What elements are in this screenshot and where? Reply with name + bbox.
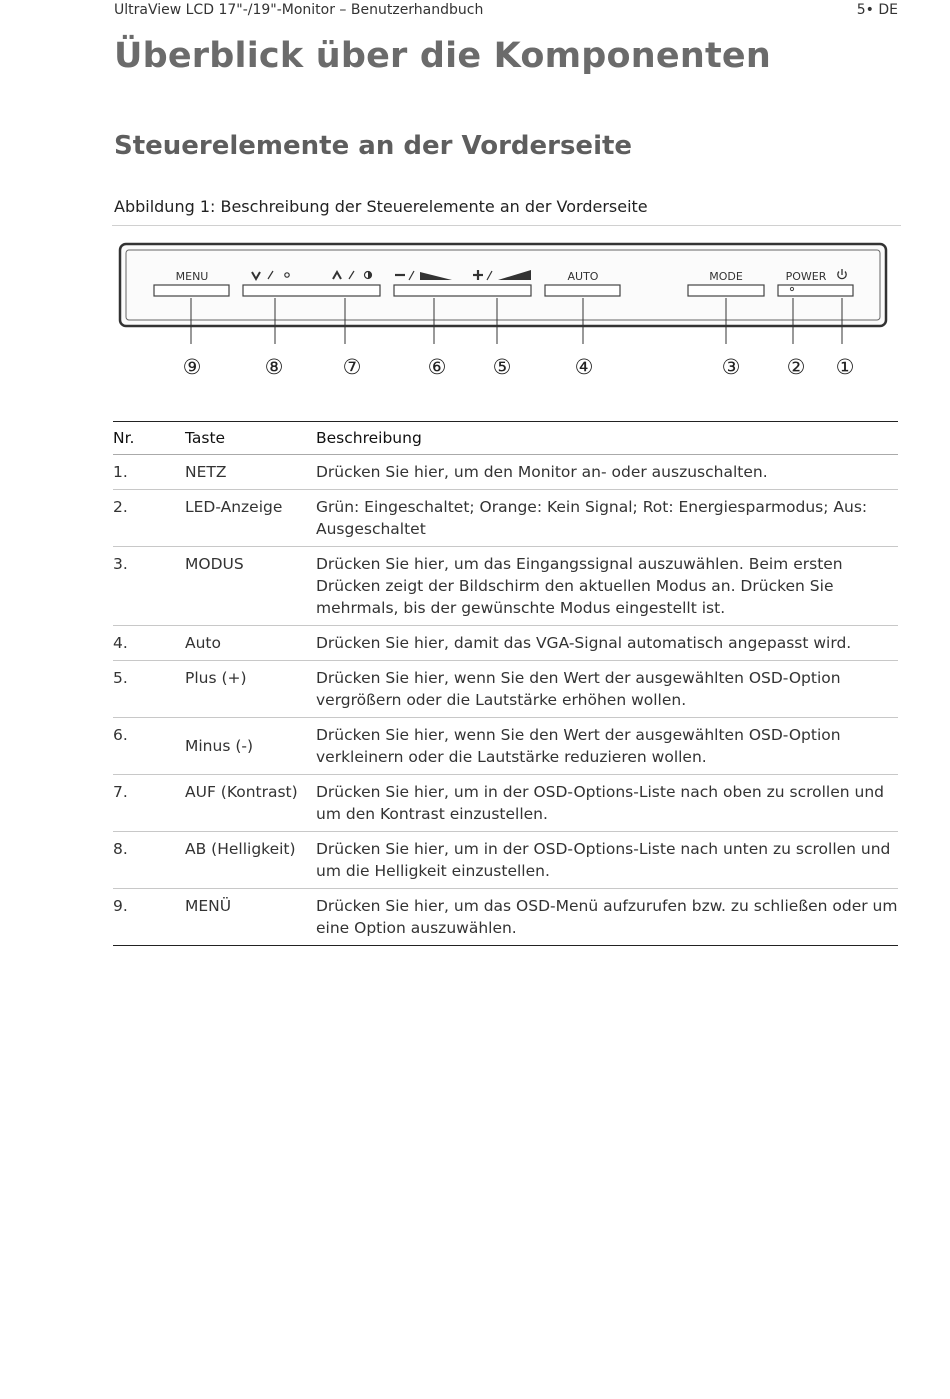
table-row [113, 718, 898, 775]
table-row [113, 775, 898, 832]
front-panel-figure [112, 236, 900, 386]
page-header [114, 2, 898, 18]
row-key: AB (Helligkeit) [185, 832, 316, 889]
callout-3: ③ [721, 355, 741, 379]
mode-button [688, 285, 764, 296]
row-number: 2. [113, 490, 185, 547]
callout-2: ② [786, 355, 806, 379]
minus-volume-button [394, 285, 531, 296]
table-row [113, 547, 898, 626]
row-key: AUF (Kontrast) [185, 775, 316, 832]
controls-table [113, 421, 898, 946]
callout-6: ⑥ [427, 355, 447, 379]
row-number: 9. [113, 889, 185, 946]
power-button [778, 285, 853, 296]
page-title: Überblick über die Komponenten [114, 36, 771, 76]
header-nr: Nr. [113, 422, 185, 455]
row-number: 6. [113, 718, 185, 775]
row-description: Drücken Sie hier, wenn Sie den Wert der ausgewählten OSD-Option verkleinern oder die Lautstärke reduzieren wollen. [316, 718, 898, 775]
table-row [113, 832, 898, 889]
row-number: 7. [113, 775, 185, 832]
header-page-number: 5• DE [856, 2, 898, 18]
table-row [113, 490, 898, 547]
row-key: Auto [185, 626, 316, 661]
row-number: 3. [113, 547, 185, 626]
row-key: Plus (+) [185, 661, 316, 718]
row-description: Drücken Sie hier, um das OSD-Menü aufzurufen bzw. zu schließen oder um eine Option auszuwählen. [316, 889, 898, 946]
table-row [113, 455, 898, 490]
power-label: POWER [785, 270, 827, 283]
row-key: MENÜ [185, 889, 316, 946]
row-description: Drücken Sie hier, um das Eingangssignal auszuwählen. Beim ersten Drücken zeigt der Bildschirm den aktuellen Modus an. Drücken Sie mehrmals, bis der gewünschte Modus eingestellt ist. [316, 547, 898, 626]
section-title: Steuerelemente an der Vorderseite [114, 131, 633, 161]
callout-7: ⑦ [342, 355, 362, 379]
table-row [113, 626, 898, 661]
row-description: Drücken Sie hier, um den Monitor an- oder auszuschalten. [316, 455, 898, 490]
figure-caption: Abbildung 1: Beschreibung der Steuerelemente an der Vorderseite [114, 197, 648, 216]
row-number: 1. [113, 455, 185, 490]
front-panel-diagram [112, 236, 900, 386]
row-number: 5. [113, 661, 185, 718]
header-document-title: UltraView LCD 17"-/19"-Monitor – Benutzerhandbuch [114, 2, 484, 18]
callout-5: ⑤ [492, 355, 512, 379]
header-key: Taste [185, 422, 316, 455]
caption-divider [112, 225, 901, 226]
row-number: 8. [113, 832, 185, 889]
mode-label: MODE [709, 270, 743, 283]
down-brightness-button [243, 285, 380, 296]
menu-button [154, 285, 229, 296]
row-description: Drücken Sie hier, damit das VGA-Signal automatisch angepasst wird. [316, 626, 898, 661]
row-key: Minus (-) [185, 718, 316, 775]
row-description: Drücken Sie hier, wenn Sie den Wert der ausgewählten OSD-Option vergrößern oder die Lautstärke erhöhen wollen. [316, 661, 898, 718]
row-description: Grün: Eingeschaltet; Orange: Kein Signal; Rot: Energiesparmodus; Aus: Ausgeschaltet [316, 490, 898, 547]
callout-4: ④ [574, 355, 594, 379]
auto-button [545, 285, 620, 296]
table-row [113, 661, 898, 718]
callout-8: ⑧ [264, 355, 284, 379]
row-key: MODUS [185, 547, 316, 626]
row-description: Drücken Sie hier, um in der OSD-Options-Liste nach unten zu scrollen und um die Helligkeit einzustellen. [316, 832, 898, 889]
header-description: Beschreibung [316, 422, 898, 455]
row-number: 4. [113, 626, 185, 661]
menu-label: MENU [175, 270, 209, 283]
row-key: NETZ [185, 455, 316, 490]
auto-label: AUTO [567, 270, 599, 283]
callout-1: ① [835, 355, 855, 379]
table-header-row [113, 422, 898, 455]
table-row [113, 889, 898, 946]
row-description: Drücken Sie hier, um in der OSD-Options-Liste nach oben zu scrollen und um den Kontrast einzustellen. [316, 775, 898, 832]
callout-9: ⑨ [182, 355, 202, 379]
row-key: LED-Anzeige [185, 490, 316, 547]
